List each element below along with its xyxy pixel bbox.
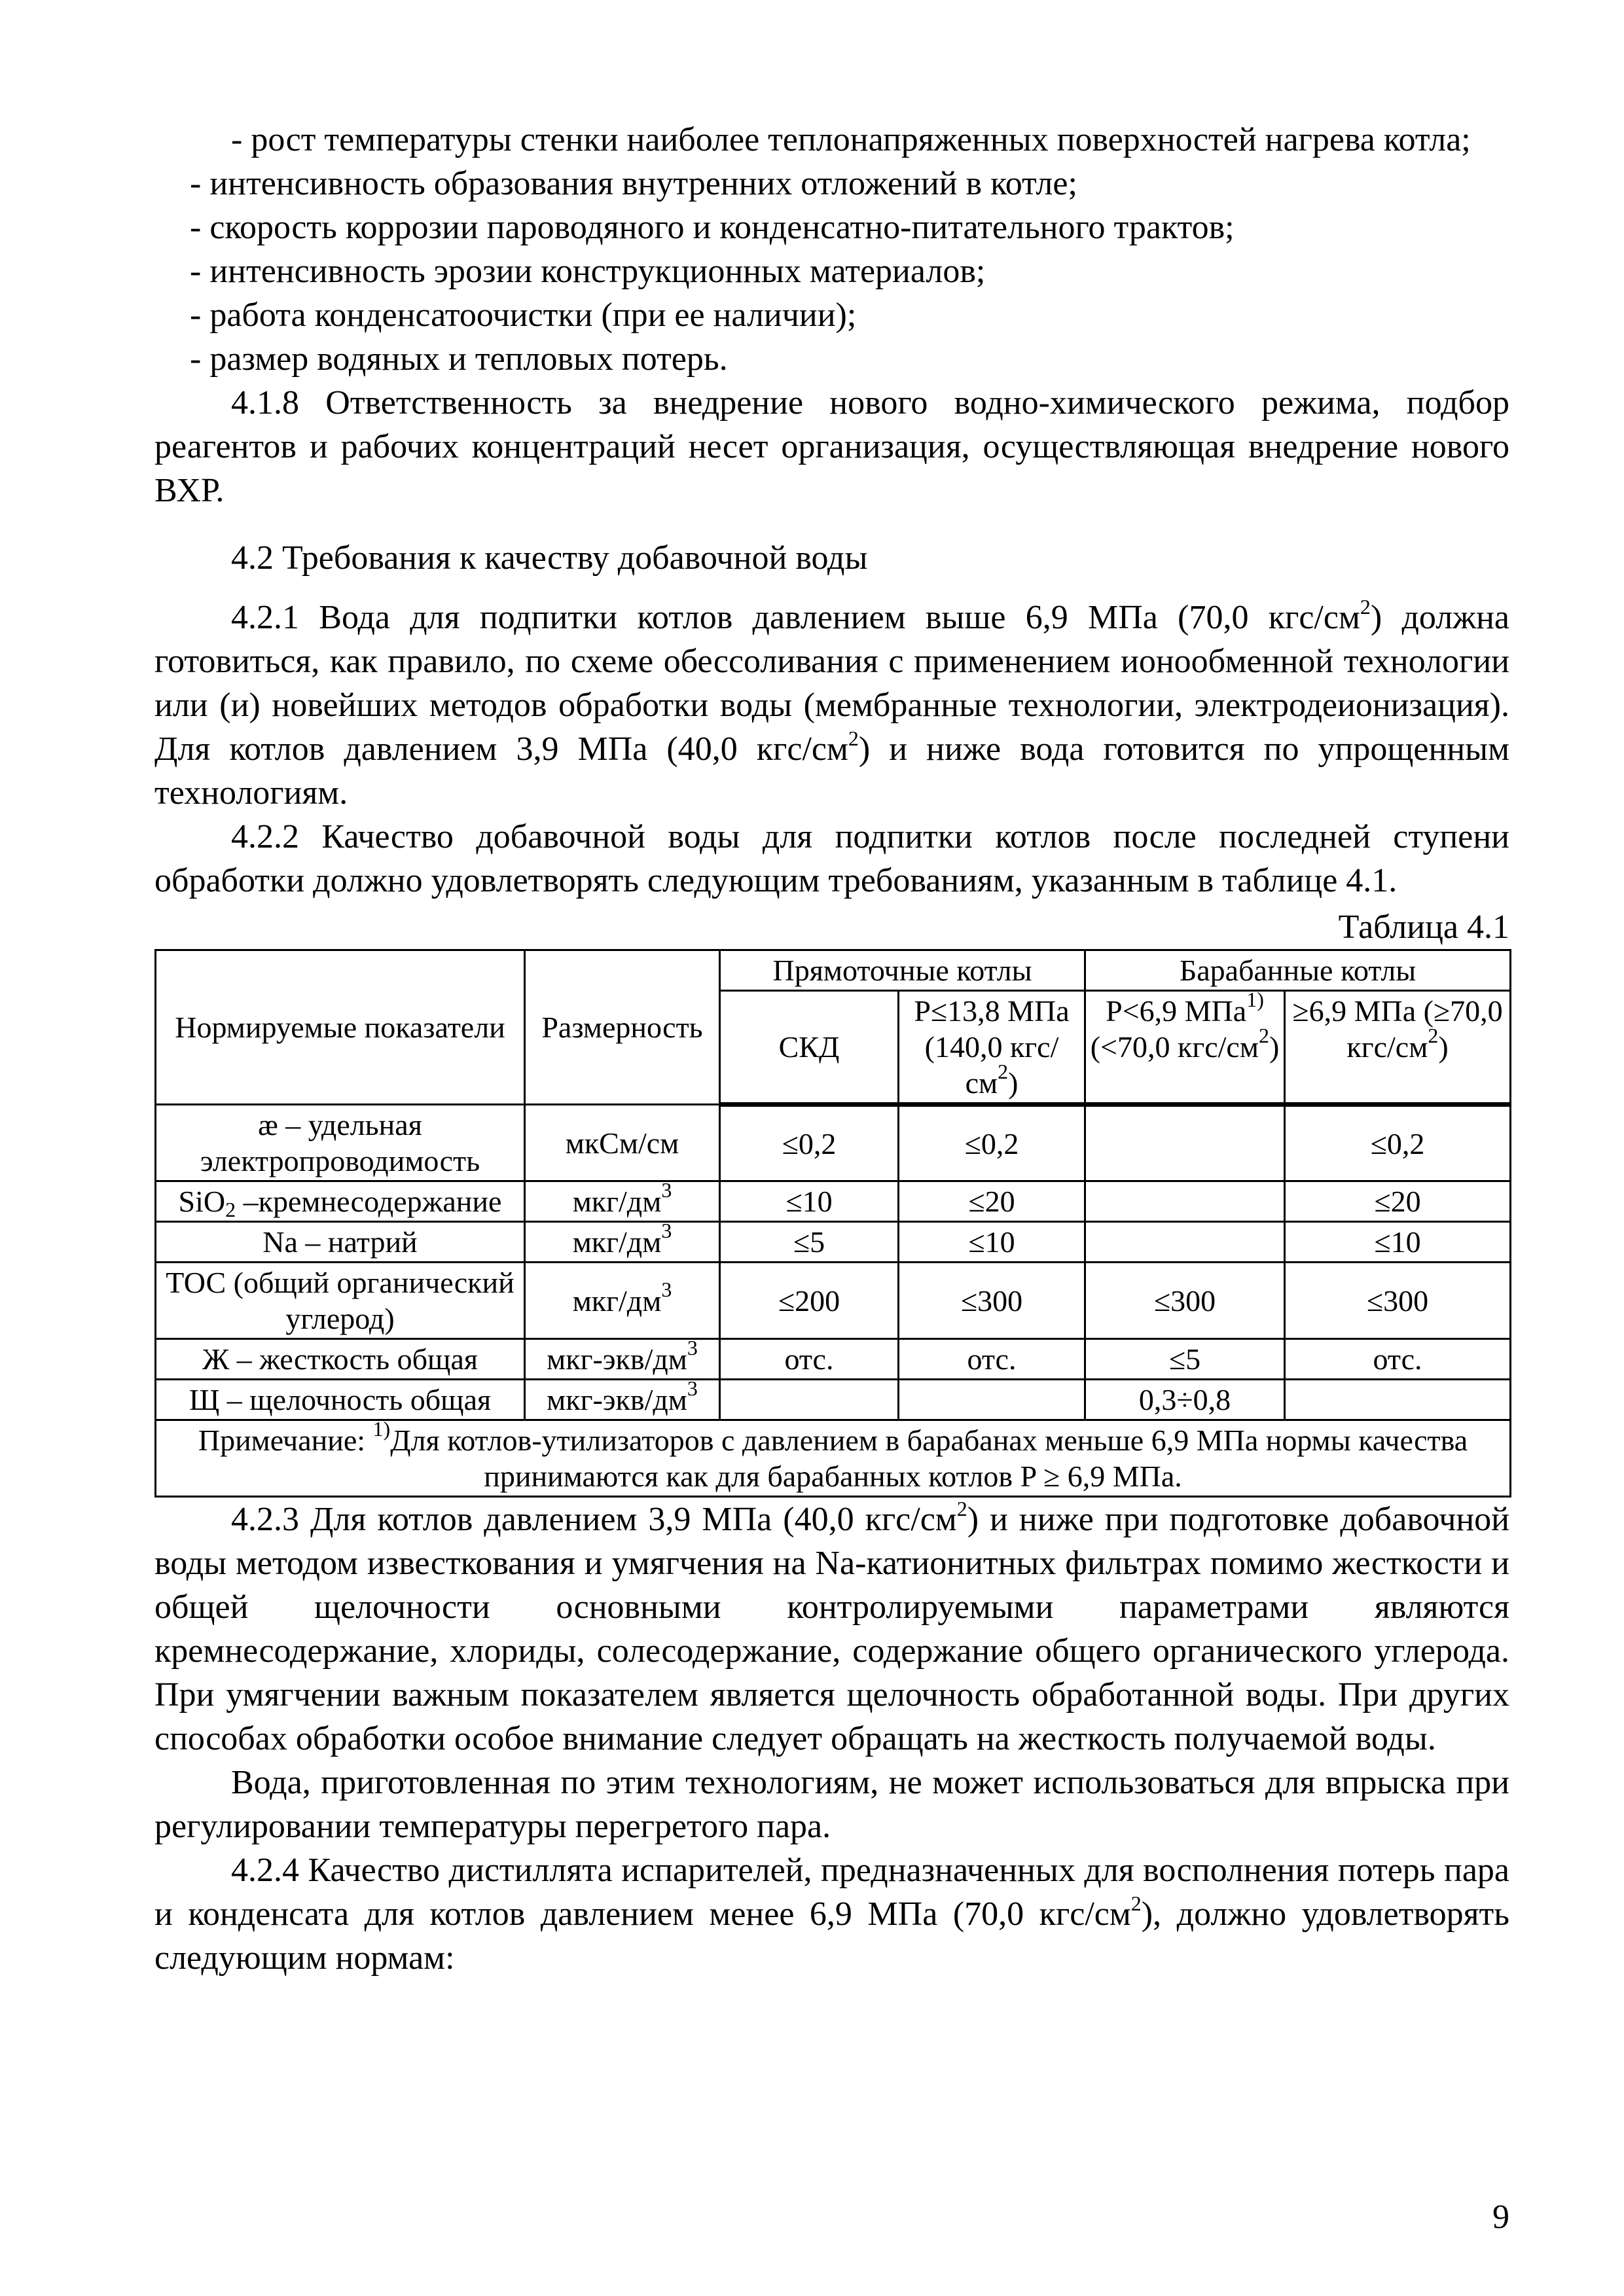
cell-skd: ≤0,2 (720, 1105, 899, 1181)
bullet-item: - интенсивность эрозии конструкционных материалов; (190, 253, 986, 290)
table-row (156, 1380, 1511, 1420)
superscript: 2 (998, 1060, 1009, 1083)
table-row (156, 1263, 1511, 1339)
paragraph-text: 4.2.3 Для котлов давлением 3,9 МПа (40,0 кгс/см (231, 1501, 957, 1538)
header-p138: P≤13,8 МПа (140,0 кгс/$см^2$) (899, 991, 1085, 1105)
paragraph-4-2-3 (154, 1498, 1509, 1761)
cell-unit (525, 1376, 720, 1420)
paragraph-text: 4.2.1 Вода для подпитки котлов давлением выше 6,9 МПа (70,0 кгс/см (231, 599, 1360, 636)
cell-skd: ≤5 (720, 1222, 899, 1263)
cell-p138: ≤300 (899, 1263, 1085, 1339)
superscript: 3 (687, 1376, 698, 1400)
cell-p69ge: ≤10 (1285, 1222, 1511, 1263)
cell-text: мкг/дм (572, 1225, 662, 1259)
superscript: 2 (1360, 595, 1371, 619)
header-p69lt: P<6,9 МПа$^{1)}$ (<70,0 кгс/$см^2$) (1085, 991, 1285, 1105)
superscript: 2 (1130, 1892, 1142, 1915)
paragraph-4-2-4 (154, 1848, 1509, 1980)
table-row (156, 1339, 1511, 1380)
table-note-row (156, 1420, 1511, 1497)
footnote-mark: 1) (372, 1417, 391, 1441)
cell-unit (525, 1263, 720, 1339)
cell-text: мкг-экв/дм (547, 1342, 687, 1376)
cell-p138: ≤10 (899, 1222, 1085, 1263)
superscript: 2 (1428, 1024, 1439, 1047)
bullet-item: - рост температуры стенки наиболее теплонапряженных поверхностей нагрева котла; (231, 121, 1471, 158)
cell-text: SiO (178, 1185, 226, 1218)
superscript: 2 (848, 726, 859, 750)
cell-p138: отс. (899, 1339, 1085, 1380)
cell-unit: мкСм/см (525, 1105, 720, 1181)
cell-param: ТОС (общий органический углерод) (156, 1263, 525, 1339)
subscript: 2 (225, 1198, 236, 1221)
cell-p69lt (1085, 1222, 1285, 1263)
cell-param (156, 1181, 525, 1222)
cell-p69lt: 0,3÷0,8 (1085, 1380, 1285, 1420)
bullet-item: - размер водяных и тепловых потерь. (190, 340, 728, 378)
section-heading-4-2: 4.2 Требования к качеству добавочной воды (231, 539, 868, 577)
cell-p69ge (1285, 1380, 1511, 1420)
header-skd: СКД (720, 991, 899, 1105)
page-number: 9 (1492, 2198, 1509, 2236)
header-param: Нормируемые показатели (156, 950, 525, 1105)
cell-text: мкг/дм (572, 1185, 662, 1218)
header-p69ge: ≥6,9 МПа (≥70,0 кгс/$см^2$) (1285, 991, 1511, 1105)
cell-text: мкг-экв/дм (547, 1383, 687, 1416)
table-caption: Таблица 4.1 (1338, 908, 1509, 946)
cell-p138: ≤0,2 (899, 1105, 1085, 1181)
header-unit: Размерность (525, 950, 720, 1105)
cell-p138 (899, 1380, 1085, 1420)
cell-text: мкг/дм (572, 1283, 662, 1318)
paragraph-text: ), должно удовлетворять следующим нормам: (154, 1895, 1509, 1977)
cell-p138: ≤20 (899, 1181, 1085, 1222)
note-text: Для котлов-утилизаторов с давлением в барабанах меньше 6,9 МПа нормы качества принимаются как для барабанных котлов P ≥ 6,9 МПа. (390, 1424, 1468, 1493)
document-page (154, 118, 1509, 1980)
cell-unit (525, 1336, 720, 1380)
header-text: ≥6,9 МПа (≥70,0 кгс/см (1292, 994, 1503, 1064)
cell-p69ge: ≤20 (1285, 1181, 1511, 1222)
paragraph-4-2-1 (154, 596, 1509, 815)
cell-p69lt: ≤5 (1085, 1339, 1285, 1380)
cell-param: æ – удельная электропроводимость (156, 1105, 525, 1181)
header-drum: Барабанные котлы (1085, 950, 1511, 991)
note-text: Примечание: (198, 1424, 373, 1457)
cell-skd: отс. (720, 1339, 899, 1380)
superscript: 2 (956, 1497, 967, 1520)
cell-unit (525, 1219, 720, 1263)
cell-p69ge: отс. (1285, 1339, 1511, 1380)
header-text: P≤13,8 МПа (140,0 кгс/см (914, 994, 1070, 1100)
table-row (156, 1222, 1511, 1263)
cell-unit (525, 1178, 720, 1222)
cell-p69ge: ≤0,2 (1285, 1105, 1511, 1181)
quality-table (154, 949, 1511, 1498)
cell-p69lt (1085, 1105, 1285, 1181)
paragraph-water: Вода, приготовленная по этим технологиям, не может использоваться для впрыска при регулировании температуры перегретого пара. (154, 1764, 1509, 1845)
table-row (156, 1105, 1511, 1181)
header-text: P<6,9 МПа (1106, 994, 1247, 1028)
table-row (156, 1181, 1511, 1222)
superscript: 3 (687, 1336, 698, 1359)
bullet-item: - работа конденсатоочистки (при ее наличии); (190, 296, 857, 334)
header-once-through: Прямоточные котлы (720, 950, 1085, 991)
cell-skd (720, 1380, 899, 1420)
superscript: 3 (661, 1277, 672, 1301)
footnote-mark: 1) (1246, 988, 1264, 1011)
cell-param: Щ – щелочность общая (156, 1380, 525, 1420)
superscript: 3 (661, 1178, 672, 1202)
cell-skd: ≤10 (720, 1181, 899, 1222)
superscript: 2 (1258, 1024, 1269, 1047)
cell-text: –кремнесодержание (236, 1185, 502, 1218)
table-header-row (156, 950, 1511, 991)
cell-p69ge: ≤300 (1285, 1263, 1511, 1339)
paragraph-text: ) должна готовиться, как правило, по схеме обессоливания с применением ионообменной технологии или (и) новейших методов обработки воды (мембранные технологии, электродеионизация). Для котлов давлением 3,9 МПа (40,0 кгс/см (154, 599, 1510, 768)
cell-param: Na – натрий (156, 1222, 525, 1263)
paragraph-4-2-2: 4.2.2 Качество добавочной воды для подпитки котлов после последней ступени обработки должно удовлетворять следующим требованиям, указанным в таблице 4.1. (154, 818, 1509, 899)
paragraph-text: ) и ниже при подготовке добавочной воды методом известкования и умягчения на Na-катионитных фильтрах помимо жесткости и общей щелочности основными контролируемыми параметрами являются кремнесодержание, хлориды, солесодержание, содержание общего органического углерода. При умягчении важным показателем является щелочность обработанной воды. При других способах обработки особое внимание следует обращать на жесткость получаемой воды. (154, 1501, 1509, 1757)
cell-p69lt (1085, 1181, 1285, 1222)
bullet-item: - скорость коррозии пароводяного и конденсатно-питательного трактов; (190, 209, 1235, 246)
cell-p69lt: ≤300 (1085, 1263, 1285, 1339)
paragraph-text: ) и ниже вода готовится по упрощенным технологиям. (154, 730, 1509, 812)
paragraph-4-1-8: 4.1.8 Ответственность за внедрение нового водно-химического режима, подбор реагентов и рабочих концентраций несет организация, осуществляющая внедрение нового ВХР. (154, 384, 1509, 509)
cell-param: Ж – жесткость общая (156, 1339, 525, 1380)
table-note (156, 1417, 1511, 1497)
superscript: 3 (661, 1219, 672, 1242)
paragraph-text: 4.2.4 Качество дистиллята испарителей, предназначенных для восполнения потерь пара и конденсата для котлов давлением менее 6,9 МПа (70,0 кгс/см (154, 1852, 1509, 1933)
bullet-item: - интенсивность образования внутренних отложений в котле; (190, 165, 1077, 202)
header-text: (<70,0 кгс/см (1090, 1030, 1259, 1064)
cell-skd: ≤200 (720, 1263, 899, 1339)
